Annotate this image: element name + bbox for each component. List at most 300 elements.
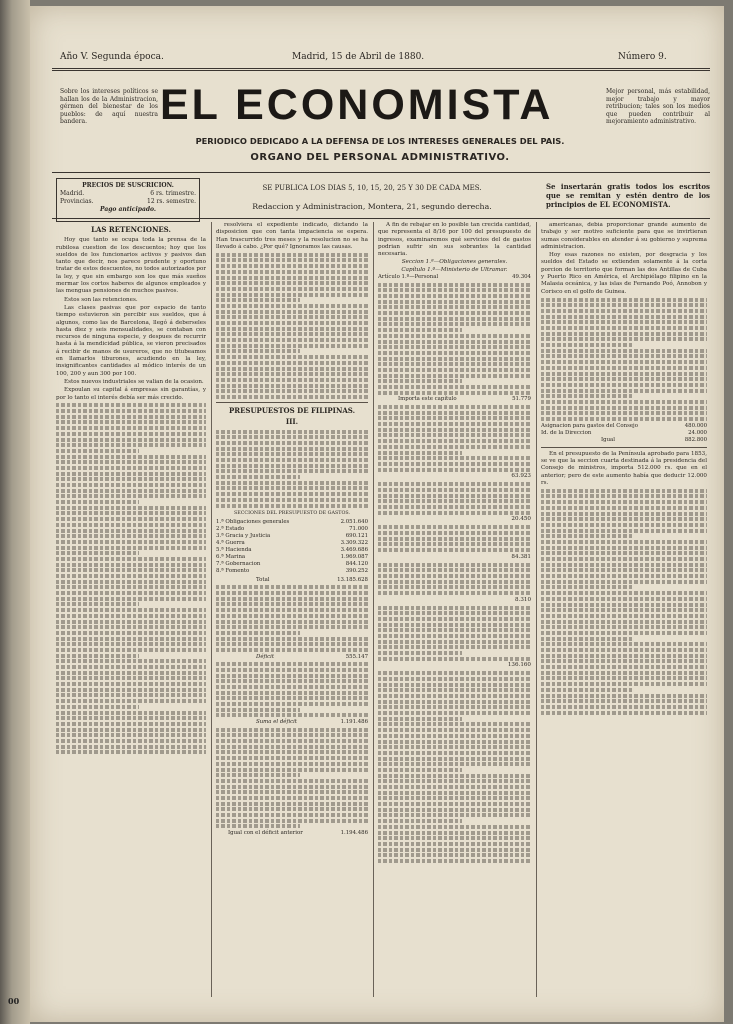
text-line <box>541 383 707 387</box>
text-line <box>216 327 368 331</box>
text-line <box>216 597 368 601</box>
text-line <box>56 415 206 419</box>
text-line <box>541 298 707 302</box>
text-line <box>378 768 462 772</box>
article-paragraph: Hoy que tanto se ocupa toda la prensa de la rubilosa cuestion de los descuentos; hoy que los sueldos de los funcionarios activos y pasivos dan tanto que decir, nos parece prudente y oportuno tratar de estos descuentos, no todos autorizados por la ley, y que sin embargo son los que más sueños mermar los cortos haberes de algunos empleados y las menguas pensiones de muchos pasivos. <box>56 237 206 295</box>
igual-value: 882.800 <box>684 436 707 443</box>
text-line <box>216 796 368 800</box>
text-line <box>378 591 531 595</box>
text-line <box>541 637 632 641</box>
text-line <box>216 430 368 434</box>
text-line <box>216 608 368 612</box>
text-line <box>378 688 531 692</box>
newspaper-organ: ORGANO DEL PERSONAL ADMINISTRATIVO. <box>250 152 510 163</box>
text-line <box>216 642 368 646</box>
text-line <box>541 574 707 578</box>
text-line <box>378 774 531 778</box>
text-line <box>56 705 139 709</box>
budget-row <box>216 526 368 533</box>
text-line <box>541 631 707 635</box>
personal-row <box>378 274 531 281</box>
text-line <box>56 642 206 646</box>
suma-deficit-value: 1.191.486 <box>340 719 368 726</box>
text-line <box>541 642 707 646</box>
text-line <box>56 477 206 481</box>
text-line <box>541 625 707 629</box>
text-line <box>541 682 707 686</box>
text-line <box>378 305 531 309</box>
text-line <box>216 637 368 641</box>
article-paragraph: resolviera el expediente indicado, dictando la disposicion que con tanta impaciencia se espera. Han trascurrido tres meses y la resolucion no se ha llevado á cabo. ¿Por qué? Ignoramos las causas. <box>216 222 368 250</box>
text-line <box>216 441 368 445</box>
article-continued-text <box>378 283 531 395</box>
text-line <box>216 762 368 766</box>
text-line <box>56 517 206 521</box>
text-line <box>378 762 531 766</box>
text-line <box>56 637 206 641</box>
article-continued-text <box>378 525 531 552</box>
text-line <box>541 534 632 538</box>
text-line <box>56 682 206 686</box>
header-rule <box>52 68 710 71</box>
text-line <box>216 293 368 297</box>
text-line <box>216 332 368 336</box>
text-line <box>378 379 462 383</box>
text-line <box>541 523 707 527</box>
text-line <box>216 807 368 811</box>
text-line <box>378 462 531 466</box>
text-line <box>378 611 531 615</box>
text-line <box>541 489 707 493</box>
text-line <box>216 372 368 376</box>
budget-total-label: Total <box>256 576 270 583</box>
text-line <box>378 785 531 789</box>
text-line <box>378 671 531 675</box>
text-line <box>56 449 139 453</box>
text-line <box>378 548 531 552</box>
text-line <box>216 739 368 743</box>
deficit-value: 555.147 <box>345 653 368 660</box>
text-line <box>378 580 531 584</box>
subscription-box <box>56 178 200 222</box>
budget-row-value: 390.252 <box>345 567 368 574</box>
text-line <box>216 276 368 280</box>
text-line <box>216 713 368 717</box>
budget-row-value: 690.121 <box>345 532 368 539</box>
text-line <box>378 374 531 378</box>
budget-row-value: 3.469.686 <box>340 546 368 553</box>
text-line <box>56 659 206 663</box>
column-divider <box>536 222 537 997</box>
text-line <box>216 625 368 629</box>
text-line <box>216 648 368 652</box>
text-line <box>216 813 368 817</box>
text-line <box>378 617 531 621</box>
text-line <box>216 395 368 399</box>
direccion-row <box>541 430 707 437</box>
newspaper-subtitle: PERIODICO DEDICADO A LA DEFENSA DE LOS INTERESES GENERALES DEL PAIS. <box>195 136 565 146</box>
text-line <box>216 691 368 695</box>
text-line <box>56 472 206 476</box>
text-line <box>541 688 632 692</box>
text-line <box>216 779 368 783</box>
text-line <box>378 796 531 800</box>
text-line <box>541 694 707 698</box>
text-line <box>378 645 531 649</box>
page-binding-edge <box>0 0 30 1024</box>
text-line <box>56 483 206 487</box>
text-line <box>216 367 368 371</box>
text-line <box>56 676 206 680</box>
text-line <box>378 317 531 321</box>
text-line <box>378 802 531 806</box>
budget-row-label: 7.ª Gobernacion <box>216 560 261 567</box>
text-line <box>378 488 531 492</box>
budget-row-label: 8.ª Fomento <box>216 567 250 574</box>
text-line <box>56 716 206 720</box>
article-continued-text <box>216 728 368 829</box>
text-line <box>541 540 707 544</box>
text-line <box>541 676 707 680</box>
text-line <box>541 512 707 516</box>
text-line <box>56 733 206 737</box>
text-line <box>216 585 368 589</box>
text-line <box>378 791 531 795</box>
text-line <box>56 568 206 572</box>
text-line <box>378 391 531 395</box>
text-line <box>56 750 206 754</box>
text-line <box>541 354 707 358</box>
text-line <box>378 525 531 529</box>
budget-row-value: 2.051.640 <box>340 518 368 525</box>
budget-section-title: Seccion 1.ª—Obligaciones generales. <box>401 259 508 266</box>
text-line <box>541 546 707 550</box>
text-line <box>378 751 531 755</box>
text-line <box>378 456 531 460</box>
article-paragraph: Estos nuevos industriales se valian de la ocasion. <box>64 378 204 385</box>
text-line <box>216 498 368 502</box>
text-line <box>378 368 531 372</box>
budget-chapter-title: Capítulo 1.º—Ministerio de Ultramar. <box>401 266 508 273</box>
text-line <box>541 309 707 313</box>
text-line <box>378 745 531 749</box>
text-line <box>378 836 531 840</box>
text-line <box>216 287 368 291</box>
article-continued-text <box>216 585 368 652</box>
article-paragraph: A fin de rebajar en lo posible tan crecida cantidad, que representa el 8/16 por 100 del presupuesto de ingresos, examinaremos qué servicios del de gastos podrian sufrir sin sus sobrantes la cantidad necesaria. <box>378 222 531 258</box>
text-line <box>378 717 462 721</box>
text-line <box>378 705 531 709</box>
text-line <box>378 411 531 415</box>
text-line <box>378 677 531 681</box>
text-line <box>378 505 531 509</box>
text-line <box>56 403 206 407</box>
text-line <box>216 750 368 754</box>
text-line <box>216 614 368 618</box>
article-paragraph: americanas, debía proporcionar grande aumento de trabajo y ser motivo suficiente para que se invirtieran sumas considerables en atender á su gobierno y suprema administracion. <box>541 222 707 250</box>
text-line <box>216 492 368 496</box>
text-line <box>378 740 531 744</box>
text-line <box>541 608 707 612</box>
text-line <box>216 708 300 712</box>
text-line <box>56 654 139 658</box>
issue-date: Madrid, 15 de Abril de 1880. <box>292 52 425 62</box>
text-line <box>378 711 531 715</box>
article-continued-text <box>216 430 368 508</box>
article-paragraph: Hoy esas razones no existen, por desgracia y los sueldos del Estado se extienden solamente á la corta porcion de territorio que forman las dos Antillas de Cuba y Puerto Rico en América, el Archipiélago filipino en la Malasia oceánica, y las islas de Fernando Poó, Annobon y Corisco en el golfo de Guinea. <box>541 252 707 295</box>
igual-label: Igual <box>601 436 615 443</box>
text-line <box>541 417 707 421</box>
payment-note: Pago anticipado. <box>99 206 157 213</box>
text-line <box>216 310 368 314</box>
text-line <box>56 511 206 515</box>
text-line <box>541 659 707 663</box>
text-line <box>378 283 531 287</box>
info-rule <box>52 218 710 219</box>
text-line <box>216 790 368 794</box>
article-separator <box>216 402 368 403</box>
text-line <box>378 300 531 304</box>
text-line <box>56 466 206 470</box>
text-line <box>216 253 368 257</box>
text-line <box>378 563 531 567</box>
article-continued-text <box>378 563 531 595</box>
text-line <box>216 631 300 635</box>
text-line <box>56 722 206 726</box>
text-line <box>216 696 368 700</box>
article-continued-text <box>378 606 531 661</box>
direccion-value: 24.000 <box>688 429 707 436</box>
text-line <box>541 557 707 561</box>
text-line <box>541 366 707 370</box>
text-line <box>216 745 368 749</box>
text-line <box>378 574 531 578</box>
text-line <box>216 702 368 706</box>
text-line <box>378 428 531 432</box>
text-line <box>541 603 707 607</box>
text-line <box>56 551 139 555</box>
text-line <box>56 648 206 652</box>
text-line <box>56 540 206 544</box>
text-line <box>378 340 531 344</box>
text-line <box>378 657 531 661</box>
text-line <box>541 591 707 595</box>
text-line <box>216 773 300 777</box>
text-line <box>378 385 531 389</box>
text-line <box>56 631 206 635</box>
budget-row-value: 71.000 <box>349 525 368 532</box>
text-line <box>541 665 707 669</box>
text-line <box>56 546 206 550</box>
text-line <box>56 500 139 504</box>
igual-row <box>541 437 707 444</box>
consejo-row <box>541 423 707 430</box>
text-line <box>56 591 206 595</box>
budget-total-row <box>216 577 368 584</box>
text-line <box>216 349 300 353</box>
text-line <box>541 620 707 624</box>
text-line <box>216 321 368 325</box>
text-line <box>541 360 707 364</box>
text-line <box>56 614 206 618</box>
text-line <box>56 585 206 589</box>
text-line <box>56 489 206 493</box>
article-heading-retenciones: LAS RETENCIONES. <box>91 225 171 234</box>
budget-row-label: 1.ª Obligaciones generales <box>216 518 290 525</box>
text-line <box>56 597 206 601</box>
provincias-price: 12 rs. semestre. <box>147 198 196 205</box>
text-line <box>378 634 531 638</box>
text-line <box>216 668 368 672</box>
text-line <box>378 808 531 812</box>
text-line <box>541 529 707 533</box>
budget-row <box>216 554 368 561</box>
budget-row <box>216 519 368 526</box>
text-line <box>56 409 206 413</box>
text-line <box>216 298 300 302</box>
text-line <box>541 568 707 572</box>
article-separator <box>541 447 707 448</box>
text-line <box>541 406 707 410</box>
text-line <box>378 499 531 503</box>
budget-row-value: 3.309.322 <box>340 539 368 546</box>
text-line <box>541 506 707 510</box>
text-line <box>541 377 707 381</box>
text-line <box>378 494 531 498</box>
text-line <box>216 602 368 606</box>
text-line <box>541 411 707 415</box>
column-divider <box>373 222 374 997</box>
text-line <box>216 481 368 485</box>
newspaper-title: EL ECONOMISTA <box>160 81 554 129</box>
text-line <box>378 531 531 535</box>
text-line <box>541 320 707 324</box>
text-line <box>56 420 206 424</box>
masthead-rule <box>52 172 710 173</box>
text-line <box>541 705 707 709</box>
text-line <box>216 344 368 348</box>
article-continued-text <box>216 253 368 399</box>
text-line <box>541 517 707 521</box>
text-line <box>378 623 531 627</box>
text-line <box>216 458 368 462</box>
text-line <box>216 728 368 732</box>
budget-row <box>216 533 368 540</box>
text-line <box>378 842 531 846</box>
text-line <box>56 455 206 459</box>
text-line <box>541 337 707 341</box>
article-heading-presupuestos: PRESUPUESTOS DE FILIPINAS. <box>228 405 356 415</box>
text-line <box>216 389 368 393</box>
text-line <box>541 585 632 589</box>
text-line <box>378 322 531 326</box>
masthead-left-note: Sobre los intereses políticos se hallan los de la Administracion, gérmen del bienestar de los pueblos: de aquí nuestra bandera. <box>60 88 158 125</box>
text-line <box>216 469 368 473</box>
text-line <box>541 394 632 398</box>
text-line <box>216 361 368 365</box>
text-line <box>56 432 206 436</box>
text-line <box>378 468 531 472</box>
column-divider <box>211 222 212 997</box>
text-line <box>541 315 707 319</box>
text-line <box>216 304 368 308</box>
text-line <box>56 602 139 606</box>
text-line <box>56 557 206 561</box>
text-line <box>216 768 368 772</box>
text-line <box>378 405 531 409</box>
budget-figure: 136.160 <box>507 662 531 669</box>
text-line <box>56 711 206 715</box>
text-line <box>56 494 206 498</box>
text-line <box>378 640 531 644</box>
text-line <box>378 585 531 589</box>
text-line <box>378 416 531 420</box>
text-line <box>216 662 368 666</box>
text-line <box>378 734 531 738</box>
article-continued-text <box>378 405 531 472</box>
text-line <box>378 848 531 852</box>
budget-row-value: 844.120 <box>345 560 368 567</box>
text-line <box>378 853 531 857</box>
chapter-total-label: Importa este capítulo <box>398 396 457 403</box>
issue-number: Número 9. <box>618 52 667 62</box>
text-line <box>541 343 632 347</box>
text-line <box>541 332 707 336</box>
article-paragraph: Expoulan su capital á empresas sin garantías, y por lo tanto el interés debía ser más crecido. <box>56 387 206 401</box>
text-line <box>378 651 462 655</box>
budget-table-title: SECCIONES DEL PRESUPUESTO DE GASTOS. <box>233 510 351 516</box>
text-line <box>56 728 206 732</box>
text-line <box>541 389 707 393</box>
text-line <box>541 349 707 353</box>
madrid-price: 6 rs. trimestre. <box>150 190 196 197</box>
budget-row <box>216 547 368 554</box>
year-epoch: Año V. Segunda época. <box>60 52 164 62</box>
text-line <box>216 378 368 382</box>
text-line <box>378 859 531 863</box>
text-line <box>541 500 707 504</box>
text-line <box>216 452 368 456</box>
text-line <box>541 614 707 618</box>
deficit-row <box>216 654 368 661</box>
text-line <box>378 345 531 349</box>
direccion-label: Id. de la Direccion <box>541 429 592 436</box>
text-line <box>541 648 707 652</box>
text-line <box>378 357 531 361</box>
budget-table <box>216 519 368 575</box>
igual-deficit-value: 1.194.486 <box>340 830 368 837</box>
text-line <box>216 258 368 262</box>
text-line <box>216 281 368 285</box>
text-line <box>216 733 368 737</box>
personal-label: Artículo 1.º—Personal <box>378 274 439 281</box>
article-continued-text <box>56 403 206 754</box>
text-line <box>378 511 531 515</box>
page-edge-number: 00 <box>8 996 20 1006</box>
article-continued-text <box>541 489 707 715</box>
text-line <box>56 671 206 675</box>
masthead-right-note: Mejor personal, más estabilidad, mejor trabajo y mayor retribucion; tales son los medios que pueden contribuir al mejoramiento administrativo. <box>606 88 710 125</box>
text-line <box>216 824 300 828</box>
text-line <box>378 728 531 732</box>
text-line <box>541 563 707 567</box>
text-line <box>378 722 531 726</box>
text-line <box>216 674 368 678</box>
article-continued-text <box>216 662 368 717</box>
text-line <box>378 422 531 426</box>
text-line <box>541 551 707 555</box>
text-line <box>56 688 206 692</box>
